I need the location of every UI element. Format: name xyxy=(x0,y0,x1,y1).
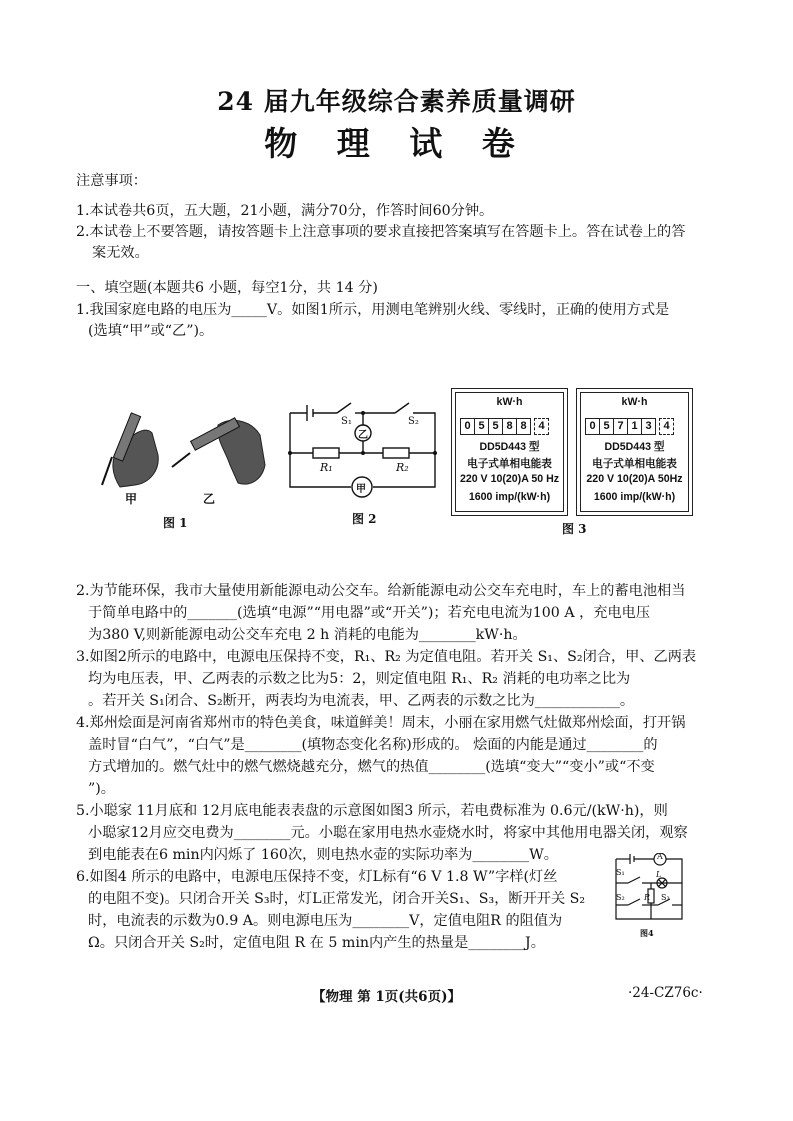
q4-line-3: 方式增加的。燃气灶中的燃气燃烧越充分，燃气的热值________(选填“变大”“变小”或“不变 xyxy=(88,759,655,775)
q3-line-2: 均为电压表，甲、乙两表的示数之比为5：2，则定值电阻 R₁、R₂ 消耗的电功率之比为 xyxy=(88,671,631,687)
fig1-label-a: 甲 xyxy=(125,492,138,506)
meter-imp: 1600 imp/(kW·h) xyxy=(593,491,676,503)
meter-name: 电子式单相电能表 xyxy=(467,458,552,470)
hand-a-illustration xyxy=(102,413,158,487)
meter-model: DD5D443 型 xyxy=(604,441,665,453)
meter-unit: kW·h xyxy=(496,396,523,408)
q3-line-1: 3.如图2所示的电路中，电源电压保持不变，R₁、R₂ 为定值电阻。若开关 S₁、S₂闭合，甲、乙两表 xyxy=(76,649,697,665)
fig2-s2-label: S₂ xyxy=(408,416,419,427)
fig2-caption: 图 2 xyxy=(352,512,377,526)
figure-4-circuit xyxy=(612,853,688,925)
fig4-caption: 图4 xyxy=(640,928,654,938)
q5-line-1: 5.小聪家 11月底和 12月底电能表表盘的示意图如图3 所示，若电费标准为 0.6元/(kW·h)，则 xyxy=(76,803,668,819)
meter-digits xyxy=(585,418,673,435)
q6-line-4: Ω。只闭合开关 S₂时，定值电阻 R 在 5 min内产生的热量是________J。 xyxy=(88,935,545,951)
meter-spec: 220 V 10(20)A 50Hz xyxy=(586,473,683,485)
meter-model: DD5D443 型 xyxy=(479,441,540,453)
exam-code: ·24-CZ76c· xyxy=(628,985,703,1001)
meter-digit: 1 xyxy=(627,418,642,435)
fig4-s1-label: S₁ xyxy=(616,868,625,877)
fig2-s1-label: S₁ xyxy=(341,416,352,427)
meter-digit: 0 xyxy=(585,418,600,435)
fig3-caption: 图 3 xyxy=(562,522,587,536)
q4-line-2: 盖时冒“白气”，“白气”是________(填物态变化名称)形成的。 烩面的内能是通过________的 xyxy=(88,737,658,753)
fig4-s3-label: S₃ xyxy=(661,893,670,902)
energy-meter-november xyxy=(451,388,568,516)
q5-line-3: 到电能表在6 min内闪烁了 160次，则电热水壶的实际功率为________W。 xyxy=(88,847,558,863)
meter-digit: 5 xyxy=(474,418,489,435)
fig4-resistor-label: R xyxy=(644,893,651,902)
q3-line-3: 。若开关 S₁闭合、S₂断开，两表均为电流表，甲、乙两表的示数之比为____________。 xyxy=(88,693,635,709)
q1-line-2: (选填“甲”或“乙”)。 xyxy=(88,323,214,339)
exam-title: 24 届九年级综合素养质量调研 xyxy=(217,87,576,116)
q2-line-1: 2.为节能环保，我市大量使用新能源电动公交车。给新能源电动公交车充电时，车上的蓄电池相当 xyxy=(76,583,686,599)
meter-digit: 3 xyxy=(641,418,656,435)
energy-meter-december xyxy=(576,388,693,516)
q2-line-2: 于简单电路中的_______(选填“电源”“用电器”或“开关”)；若充电电流为100 A ，充电电压 xyxy=(88,605,651,621)
fig4-s2-label: S₂ xyxy=(616,893,625,902)
meter-digit: 5 xyxy=(488,418,503,435)
meter-digit-decimal: 4 xyxy=(659,418,674,435)
q5-line-2: 小聪家12月应交电费为________元。小聪在家用电热水壶烧水时，将家中其他用电器关闭，观察 xyxy=(88,825,688,841)
meter-imp: 1600 imp/(kW·h) xyxy=(468,491,551,503)
note-1: 1.本试卷共6页，五大题，21小题，满分70分，作答时间60分钟。 xyxy=(76,203,494,219)
q6-line-3: 时，电流表的示数为0.9 A。则电源电压为________V，定值电阻R 的阻值为 xyxy=(88,913,563,929)
meter-name: 电子式单相电能表 xyxy=(592,458,677,470)
q4-line-4: ”)。 xyxy=(88,781,115,797)
meter-digit: 7 xyxy=(613,418,628,435)
meter-digit: 0 xyxy=(460,418,475,435)
notes-heading: 注意事项： xyxy=(76,173,147,189)
q1-line-1: 1.我国家庭电路的电压为_____V。如图1所示，用测电笔辨别火线、零线时，正确的使用方式是 xyxy=(76,302,670,318)
figure-1-test-pens xyxy=(90,395,290,505)
meter-unit: kW·h xyxy=(621,396,648,408)
q4-line-1: 4.郑州烩面是河南省郑州市的特色美食，味道鲜美！周末，小丽在家用燃气灶做郑州烩面，打开锅 xyxy=(76,715,686,731)
note-2-cont: 案无效。 xyxy=(92,245,149,261)
meter-digit: 5 xyxy=(599,418,614,435)
meter-digit-decimal: 4 xyxy=(534,418,549,435)
page-footer: 【物理 第 1页(共6页)】 xyxy=(312,989,461,1005)
q6-line-1: 6.如图4 所示的电路中，电源电压保持不变，灯L标有“6 V 1.8 W”字样(灯丝 xyxy=(76,869,558,885)
fig1-caption: 图 1 xyxy=(163,516,188,530)
fig2-r1-label: R₁ xyxy=(320,461,333,474)
meter-digit: 8 xyxy=(502,418,517,435)
fig4-lamp-label: L xyxy=(656,870,662,879)
fig1-label-b: 乙 xyxy=(203,492,216,506)
note-2: 2.本试卷上不要答题，请按答题卡上注意事项的要求直接把答案填写在答题卡上。答在试卷上的答 xyxy=(76,224,686,240)
fig2-meter-bottom-label: 甲 xyxy=(356,484,366,495)
section-heading: 一、填空题(本题共6 小题，每空1分，共 14 分) xyxy=(76,280,378,296)
fig2-r2-label: R₂ xyxy=(396,461,409,474)
q2-line-3: 为380 V,则新能源电动公交车充电 2 h 消耗的电能为________kW·h。 xyxy=(88,627,527,643)
meter-digit: 8 xyxy=(516,418,531,435)
q6-line-2: 的电阻不变)。只闭合开关 S₃时，灯L正常发光，闭合开关S₁、S₃，断开开关 S₂ xyxy=(88,891,586,907)
meter-digits xyxy=(460,418,548,435)
fig2-meter-top-label: 乙 xyxy=(358,430,368,441)
meter-spec: 220 V 10(20)A 50 Hz xyxy=(459,473,560,485)
subject-title: 物 理 试 卷 xyxy=(264,124,529,163)
hand-b-illustration xyxy=(172,418,265,484)
fig4-ammeter-label: A xyxy=(657,852,663,861)
